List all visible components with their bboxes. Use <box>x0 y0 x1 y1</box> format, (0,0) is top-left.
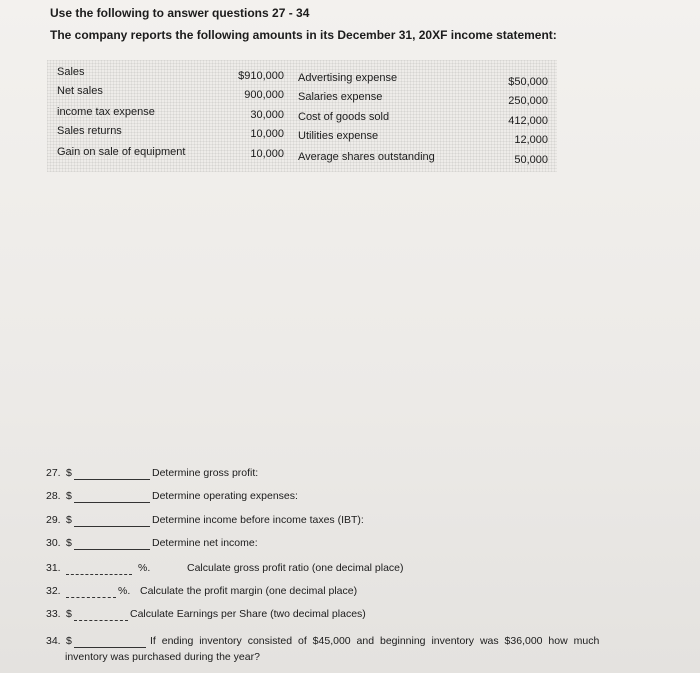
right-item-label: Utilities expense <box>298 130 379 142</box>
question-number: 33. <box>46 608 61 620</box>
right-item-label: Salaries expense <box>298 91 383 103</box>
dollar-sign: $ <box>66 514 72 526</box>
dollar-sign: $ <box>66 467 72 479</box>
question-number: 29. <box>46 514 61 526</box>
left-item-label: Sales <box>57 66 85 78</box>
left-item-amount: 10,000 <box>250 128 284 140</box>
question-text: Determine gross profit: <box>152 467 259 479</box>
question-number: 28. <box>46 490 61 502</box>
dollar-sign: $ <box>66 537 72 549</box>
dollar-sign: $ <box>66 490 72 502</box>
question-number: 30. <box>46 537 61 549</box>
answer-blank[interactable] <box>74 538 150 550</box>
right-item-amount: $50,000 <box>508 76 548 88</box>
left-item-amount: 900,000 <box>244 89 284 101</box>
answer-blank[interactable] <box>74 636 146 648</box>
right-item-label: Cost of goods sold <box>298 111 390 123</box>
answer-blank[interactable] <box>74 515 150 527</box>
left-item-amount: $910,000 <box>238 70 284 82</box>
question-text: Calculate gross profit ratio (one decimal place) <box>187 562 404 574</box>
question-text: Determine net income: <box>152 537 258 549</box>
answer-blank[interactable] <box>74 491 150 503</box>
right-item-amount: 50,000 <box>514 154 548 166</box>
right-item-label: Advertising expense <box>298 72 398 84</box>
percent-sign: %. <box>118 585 131 597</box>
left-item-label: Gain on sale of equipment <box>57 146 186 158</box>
answer-blank[interactable] <box>74 609 128 621</box>
question-text: Determine operating expenses: <box>152 490 298 502</box>
question-number: 27. <box>46 467 61 479</box>
left-item-amount: 10,000 <box>250 148 284 160</box>
income-statement-intro: The company reports the following amounts in its December 31, 20XF income statement: <box>50 28 557 42</box>
percent-sign: %. <box>138 562 151 574</box>
question-text: Determine income before income taxes (IBT): <box>152 514 364 526</box>
instructions-heading: Use the following to answer questions 27 - 34 <box>50 6 310 20</box>
right-item-label: Average shares outstanding <box>298 151 435 163</box>
question-text: If ending inventory consisted of $45,000 and beginning inventory was $36,000 how much <box>150 635 600 647</box>
answer-blank[interactable] <box>74 468 150 480</box>
dollar-sign: $ <box>66 608 72 620</box>
question-number: 32. <box>46 585 61 597</box>
question-number: 34. <box>46 635 61 647</box>
left-item-amount: 30,000 <box>250 109 284 121</box>
right-item-amount: 12,000 <box>514 134 548 146</box>
question-text-continued: inventory was purchased during the year? <box>65 651 260 663</box>
question-text: Calculate Earnings per Share (two decimal places) <box>130 608 366 620</box>
left-item-label: Net sales <box>57 85 103 97</box>
right-item-amount: 250,000 <box>508 95 548 107</box>
question-text: Calculate the profit margin (one decimal place) <box>140 585 358 597</box>
dollar-sign: $ <box>66 635 72 647</box>
left-item-label: Sales returns <box>57 125 122 137</box>
question-number: 31. <box>46 562 61 574</box>
answer-blank[interactable] <box>66 586 116 598</box>
right-item-amount: 412,000 <box>508 115 548 127</box>
answer-blank[interactable] <box>66 563 132 575</box>
left-item-label: income tax expense <box>57 106 155 118</box>
